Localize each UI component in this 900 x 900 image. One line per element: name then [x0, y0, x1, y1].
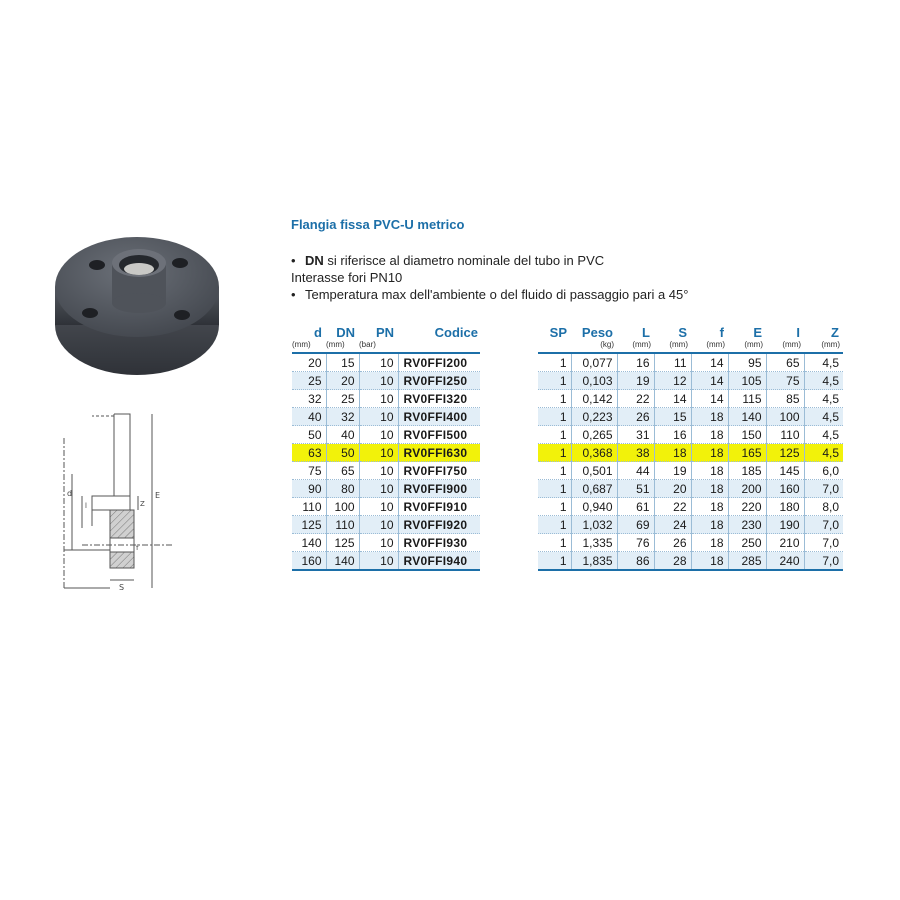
table-row — [292, 552, 480, 571]
table-row — [538, 480, 843, 498]
table-cell: RV0FFI400 — [398, 408, 480, 426]
table-cell: 15 — [654, 408, 691, 426]
table-cell: 18 — [691, 426, 728, 444]
table-cell: 80 — [326, 480, 359, 498]
table-cell: 110 — [292, 498, 326, 516]
table-cell: 22 — [617, 390, 654, 408]
table-cell: RV0FFI920 — [398, 516, 480, 534]
col-unit: (bar) — [359, 340, 398, 353]
table-row — [538, 516, 843, 534]
table-row — [292, 516, 480, 534]
table-cell: 10 — [359, 534, 398, 552]
table-cell: 160 — [292, 552, 326, 571]
table-row — [538, 534, 843, 552]
table-cell: 4,5 — [804, 426, 843, 444]
col-unit — [538, 340, 571, 353]
table-cell: 1 — [538, 552, 571, 571]
table-cell: 125 — [766, 444, 804, 462]
table-cell: 15 — [326, 353, 359, 372]
col-header: PN — [375, 325, 394, 340]
table-cell: 61 — [617, 498, 654, 516]
table-row — [538, 426, 843, 444]
table-cell: 110 — [766, 426, 804, 444]
table-cell: 18 — [691, 408, 728, 426]
bullet-icon: • — [291, 253, 296, 268]
col-header: DN — [336, 325, 355, 340]
table-cell: 210 — [766, 534, 804, 552]
table-cell: 230 — [728, 516, 766, 534]
table-cell: RV0FFI900 — [398, 480, 480, 498]
table-cell: 18 — [691, 534, 728, 552]
table-cell: 22 — [654, 498, 691, 516]
table-cell: 18 — [691, 480, 728, 498]
table-cell: 6,0 — [804, 462, 843, 480]
table-cell: 0,223 — [571, 408, 617, 426]
table-cell: 7,0 — [804, 552, 843, 571]
table-row — [292, 462, 480, 480]
table-cell: 1 — [538, 516, 571, 534]
table-cell: 31 — [617, 426, 654, 444]
table-row — [538, 498, 843, 516]
table-cell: 18 — [691, 462, 728, 480]
table-row — [538, 372, 843, 390]
col-unit: (mm) — [617, 340, 654, 353]
table-cell: 51 — [617, 480, 654, 498]
table-row — [292, 408, 480, 426]
table-cell: 250 — [728, 534, 766, 552]
table-cell: 4,5 — [804, 372, 843, 390]
table-cell: 0,940 — [571, 498, 617, 516]
table-cell: RV0FFI320 — [398, 390, 480, 408]
table-row — [538, 353, 843, 372]
table-row — [538, 390, 843, 408]
dim-l-label: l — [85, 502, 87, 510]
table-cell: 200 — [728, 480, 766, 498]
table-cell: 145 — [766, 462, 804, 480]
table-cell: 1,835 — [571, 552, 617, 571]
table-cell: 0,265 — [571, 426, 617, 444]
table-cell: 20 — [654, 480, 691, 498]
table-cell: 14 — [691, 372, 728, 390]
table-cell: RV0FFI500 — [398, 426, 480, 444]
table-cell: 26 — [654, 534, 691, 552]
table-cell: 165 — [728, 444, 766, 462]
table-cell: 1 — [538, 534, 571, 552]
table-cell: 69 — [617, 516, 654, 534]
table-cell: 12 — [654, 372, 691, 390]
table-cell: 63 — [292, 444, 326, 462]
table-cell: 76 — [617, 534, 654, 552]
table-cell: 32 — [326, 408, 359, 426]
note-bold: DN — [305, 253, 324, 268]
table-cell: 85 — [766, 390, 804, 408]
table-cell: 1 — [538, 353, 571, 372]
table-cell: 1 — [538, 462, 571, 480]
table-cell: 7,0 — [804, 534, 843, 552]
col-header: E — [753, 325, 762, 340]
table-row — [292, 534, 480, 552]
table-cell: 25 — [292, 372, 326, 390]
table-cell: 19 — [654, 462, 691, 480]
col-header: SP — [549, 325, 567, 340]
table-cell: 20 — [292, 353, 326, 372]
col-header: Codice — [434, 325, 478, 340]
table-cell: 19 — [617, 372, 654, 390]
table-cell: 28 — [654, 552, 691, 571]
table-cell: 10 — [359, 552, 398, 571]
col-unit: (mm) — [654, 340, 691, 353]
table-cell: 125 — [326, 534, 359, 552]
table-cell: 140 — [292, 534, 326, 552]
table-cell: 0,142 — [571, 390, 617, 408]
note-line — [291, 286, 688, 303]
table-cell: 7,0 — [804, 480, 843, 498]
table-cell: 10 — [359, 516, 398, 534]
table-cell: 190 — [766, 516, 804, 534]
note-line — [291, 269, 688, 286]
table-cell: 10 — [359, 462, 398, 480]
table-cell: 90 — [292, 480, 326, 498]
table-cell: RV0FFI750 — [398, 462, 480, 480]
table-cell: 10 — [359, 480, 398, 498]
table-cell: 1,032 — [571, 516, 617, 534]
table-cell: 140 — [326, 552, 359, 571]
table-cell: 75 — [766, 372, 804, 390]
table-cell: 4,5 — [804, 444, 843, 462]
table-cell: 95 — [728, 353, 766, 372]
table-cell: 10 — [359, 353, 398, 372]
table-row — [292, 353, 480, 372]
table-cell: 115 — [728, 390, 766, 408]
table-row — [292, 444, 480, 462]
dim-f-label: f — [136, 544, 139, 552]
table-cell: 65 — [326, 462, 359, 480]
col-unit: (mm) — [691, 340, 728, 353]
table-cell: 140 — [728, 408, 766, 426]
note-line — [291, 252, 688, 269]
table-cell: 10 — [359, 444, 398, 462]
table-row — [538, 462, 843, 480]
table-row — [292, 426, 480, 444]
col-unit: (mm) — [326, 340, 359, 353]
table-cell: 50 — [326, 444, 359, 462]
note-text: Temperatura max dell'ambiente o del fluido di passaggio pari a 45° — [305, 287, 689, 302]
col-unit: (mm) — [804, 340, 843, 353]
table-cell: 1 — [538, 444, 571, 462]
table-cell: 75 — [292, 462, 326, 480]
table-cell: 1 — [538, 480, 571, 498]
table-cell: 1 — [538, 408, 571, 426]
table-cell: RV0FFI200 — [398, 353, 480, 372]
table-cell: 105 — [728, 372, 766, 390]
table-cell: 1 — [538, 426, 571, 444]
table-cell: 40 — [292, 408, 326, 426]
table-cell: 160 — [766, 480, 804, 498]
table-cell: 10 — [359, 408, 398, 426]
table-cell: 26 — [617, 408, 654, 426]
dimensions-table-right — [538, 323, 843, 571]
table-cell: 18 — [691, 516, 728, 534]
col-unit: (kg) — [571, 340, 617, 353]
table-cell: 18 — [691, 552, 728, 571]
table-cell: 16 — [654, 426, 691, 444]
table-cell: 11 — [654, 353, 691, 372]
table-row — [292, 498, 480, 516]
col-header: I — [796, 325, 800, 340]
col-unit: (mm) — [292, 340, 326, 353]
table-cell: 86 — [617, 552, 654, 571]
table-row — [538, 552, 843, 571]
table-cell: 10 — [359, 372, 398, 390]
table-cell: 14 — [691, 353, 728, 372]
table-cell: 110 — [326, 516, 359, 534]
table-cell: 1 — [538, 372, 571, 390]
table-cell: 18 — [691, 498, 728, 516]
col-header: f — [719, 325, 724, 340]
table-cell: 100 — [326, 498, 359, 516]
table-cell: RV0FFI250 — [398, 372, 480, 390]
table-cell: 10 — [359, 426, 398, 444]
table-cell: 14 — [654, 390, 691, 408]
table-cell: RV0FFI910 — [398, 498, 480, 516]
col-unit: (mm) — [728, 340, 766, 353]
table-cell: 240 — [766, 552, 804, 571]
table-cell: 44 — [617, 462, 654, 480]
table-row — [292, 390, 480, 408]
col-unit: (mm) — [766, 340, 804, 353]
table-cell: 185 — [728, 462, 766, 480]
table-cell: 220 — [728, 498, 766, 516]
table-cell: 14 — [691, 390, 728, 408]
table-cell: 32 — [292, 390, 326, 408]
table-cell: 180 — [766, 498, 804, 516]
dim-d-label: d — [67, 489, 73, 498]
table-cell: 0,687 — [571, 480, 617, 498]
product-title: Flangia fissa PVC-U metrico — [291, 217, 465, 232]
table-cell: 8,0 — [804, 498, 843, 516]
col-header: d — [314, 325, 322, 340]
dimensions-table-left — [292, 323, 480, 571]
col-header: S — [678, 325, 687, 340]
table-cell: 4,5 — [804, 408, 843, 426]
table-cell: 4,5 — [804, 353, 843, 372]
table-cell: 125 — [292, 516, 326, 534]
table-cell: 20 — [326, 372, 359, 390]
table-cell: 65 — [766, 353, 804, 372]
table-cell: 1 — [538, 390, 571, 408]
dim-z-label: Z — [140, 500, 145, 508]
table-row — [292, 372, 480, 390]
table-cell: 38 — [617, 444, 654, 462]
bullet-icon: • — [291, 287, 296, 302]
flange-section-drawing — [52, 398, 182, 603]
product-notes — [291, 252, 688, 303]
table-cell: 1 — [538, 498, 571, 516]
table-row — [292, 480, 480, 498]
table-cell: 100 — [766, 408, 804, 426]
col-header: L — [642, 325, 650, 340]
table-cell: 16 — [617, 353, 654, 372]
table-cell: RV0FFI940 — [398, 552, 480, 571]
table-cell: 0,103 — [571, 372, 617, 390]
table-cell: 0,501 — [571, 462, 617, 480]
table-cell: RV0FFI930 — [398, 534, 480, 552]
table-cell: 18 — [654, 444, 691, 462]
col-header: Peso — [581, 325, 613, 340]
table-row — [538, 408, 843, 426]
table-cell: 4,5 — [804, 390, 843, 408]
table-cell: RV0FFI630 — [398, 444, 480, 462]
col-header: Z — [831, 325, 839, 340]
dim-e-label: E — [155, 491, 161, 500]
table-cell: 0,368 — [571, 444, 617, 462]
dim-s-label: S — [119, 583, 125, 592]
table-cell: 10 — [359, 498, 398, 516]
table-cell: 10 — [359, 390, 398, 408]
table-cell: 0,077 — [571, 353, 617, 372]
table-cell: 1,335 — [571, 534, 617, 552]
table-cell: 150 — [728, 426, 766, 444]
col-unit — [398, 340, 480, 353]
table-cell: 285 — [728, 552, 766, 571]
table-row — [538, 444, 843, 462]
table-cell: 24 — [654, 516, 691, 534]
table-cell: 18 — [691, 444, 728, 462]
note-text: si riferisce al diametro nominale del tubo in PVC — [323, 253, 605, 268]
flange-photo — [52, 225, 227, 390]
table-cell: 50 — [292, 426, 326, 444]
table-cell: 40 — [326, 426, 359, 444]
table-cell: 7,0 — [804, 516, 843, 534]
table-cell: 25 — [326, 390, 359, 408]
note-text: Interasse fori PN10 — [291, 270, 403, 285]
